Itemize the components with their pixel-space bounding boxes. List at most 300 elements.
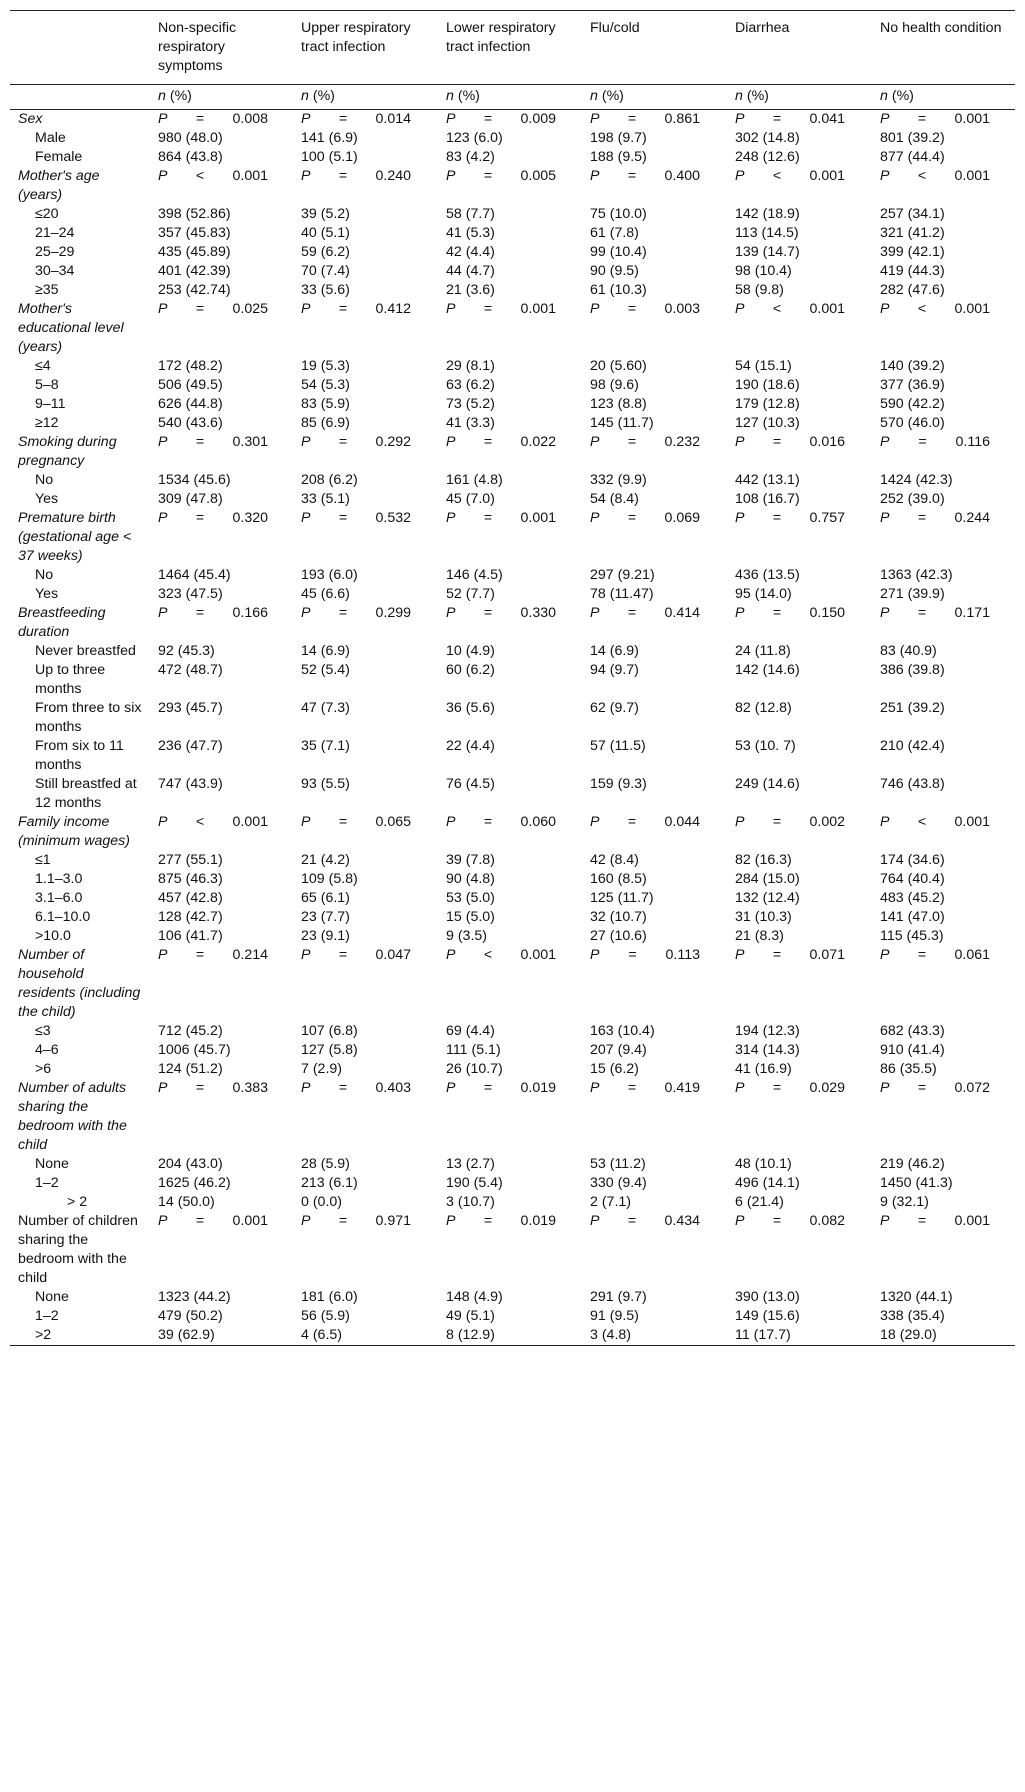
value-cell: 33 (5.6): [301, 282, 350, 298]
value-cell: 82 (16.3): [735, 852, 792, 868]
p-value-cell: P = 0.001: [880, 1213, 990, 1229]
p-value-cell: P = 0.383: [158, 1080, 268, 1096]
value-cell: 540 (43.6): [158, 415, 223, 431]
value-cell: 146 (4.5): [446, 567, 503, 583]
header-diarrhea: Diarrhea: [735, 20, 790, 36]
value-cell: 249 (14.6): [735, 776, 800, 792]
value-cell: 193 (6.0): [301, 567, 358, 583]
subheader-blank: [10, 85, 150, 110]
p-value-cell: P = 0.001: [880, 111, 990, 127]
variable-row: [10, 1212, 1015, 1288]
value-cell: 9 (32.1): [880, 1194, 929, 1210]
p-value-cell: P = 0.082: [735, 1213, 845, 1229]
value-cell: 160 (8.5): [590, 871, 647, 887]
value-cell: 190 (18.6): [735, 377, 800, 393]
p-value-cell: P = 0.071: [735, 947, 845, 963]
level-label: Male: [35, 130, 66, 146]
value-cell: 73 (5.2): [446, 396, 495, 412]
value-cell: 4 (6.5): [301, 1327, 343, 1343]
value-cell: 1464 (45.4): [158, 567, 231, 583]
value-cell: 248 (12.6): [735, 149, 800, 165]
value-cell: 338 (35.4): [880, 1308, 945, 1324]
value-cell: 20 (5.60): [590, 358, 647, 374]
variable-row: [10, 433, 1015, 471]
value-cell: 14 (6.9): [301, 643, 350, 659]
value-cell: 1424 (42.3): [880, 472, 953, 488]
value-cell: 107 (6.8): [301, 1023, 358, 1039]
variable-row: [10, 946, 1015, 1022]
p-value-cell: P = 0.069: [590, 510, 700, 526]
p-value-cell: P = 0.029: [735, 1080, 845, 1096]
value-cell: 49 (5.1): [446, 1308, 495, 1324]
level-label: Up to three months: [35, 662, 106, 697]
level-label: >6: [35, 1061, 52, 1077]
level-row: [10, 281, 1015, 300]
value-cell: 123 (8.8): [590, 396, 647, 412]
level-row: [10, 775, 1015, 813]
value-cell: 69 (4.4): [446, 1023, 495, 1039]
value-cell: 22 (4.4): [446, 738, 495, 754]
value-cell: 198 (9.7): [590, 130, 647, 146]
value-cell: 1006 (45.7): [158, 1042, 231, 1058]
p-value-cell: P = 0.757: [735, 510, 845, 526]
header-nonspecific-respiratory: Non-specific respiratory symptoms: [158, 20, 237, 74]
level-label: ≤3: [35, 1023, 51, 1039]
level-row: [10, 927, 1015, 946]
value-cell: 54 (15.1): [735, 358, 792, 374]
value-cell: 15 (5.0): [446, 909, 495, 925]
level-label: 21–24: [35, 225, 75, 241]
value-cell: 93 (5.5): [301, 776, 350, 792]
subheader-cell: n (%): [735, 88, 769, 104]
value-cell: 219 (46.2): [880, 1156, 945, 1172]
p-value-cell: P = 0.292: [301, 434, 411, 450]
header-upper-respiratory: Upper respiratory tract infection: [301, 20, 411, 55]
level-label: >10.0: [35, 928, 71, 944]
value-cell: 139 (14.7): [735, 244, 800, 260]
value-cell: 457 (42.8): [158, 890, 223, 906]
value-cell: 90 (9.5): [590, 263, 639, 279]
value-cell: 113 (14.5): [735, 225, 799, 241]
value-cell: 251 (39.2): [880, 700, 945, 716]
value-cell: 98 (9.6): [590, 377, 639, 393]
value-cell: 28 (5.9): [301, 1156, 350, 1172]
value-cell: 864 (43.8): [158, 149, 223, 165]
value-cell: 910 (41.4): [880, 1042, 945, 1058]
p-value-cell: P = 0.320: [158, 510, 268, 526]
subheader-cell: n (%): [880, 88, 914, 104]
value-cell: 44 (4.7): [446, 263, 495, 279]
value-cell: 42 (8.4): [590, 852, 639, 868]
value-cell: 33 (5.1): [301, 491, 350, 507]
p-value-cell: P < 0.001: [880, 814, 990, 830]
value-cell: 70 (7.4): [301, 263, 350, 279]
variable-label: Number of children sharing the bedroom with the child: [18, 1213, 138, 1286]
value-cell: 53 (5.0): [446, 890, 495, 906]
variable-row: [10, 110, 1015, 130]
value-cell: 332 (9.9): [590, 472, 647, 488]
level-row: [10, 414, 1015, 433]
level-row: [10, 1041, 1015, 1060]
value-cell: 83 (5.9): [301, 396, 350, 412]
value-cell: 159 (9.3): [590, 776, 647, 792]
value-cell: 590 (42.2): [880, 396, 945, 412]
variable-label: Number of adults sharing the bedroom with the child: [18, 1080, 127, 1153]
p-value-cell: P < 0.001: [446, 947, 556, 963]
level-label: Yes: [35, 491, 59, 507]
value-cell: 59 (6.2): [301, 244, 350, 260]
p-value-cell: P < 0.001: [880, 168, 990, 184]
value-cell: 980 (48.0): [158, 130, 223, 146]
level-row: [10, 889, 1015, 908]
value-cell: 419 (44.3): [880, 263, 945, 279]
level-row: [10, 471, 1015, 490]
value-cell: 472 (48.7): [158, 662, 223, 678]
level-row: [10, 490, 1015, 509]
value-cell: 86 (35.5): [880, 1061, 937, 1077]
value-cell: 9 (3.5): [446, 928, 488, 944]
value-cell: 213 (6.1): [301, 1175, 358, 1191]
subheader-cell: n (%): [301, 88, 335, 104]
value-cell: 58 (7.7): [446, 206, 495, 222]
value-cell: 125 (11.7): [590, 890, 654, 906]
value-cell: 52 (7.7): [446, 586, 495, 602]
value-cell: 141 (47.0): [880, 909, 945, 925]
value-cell: 10 (4.9): [446, 643, 495, 659]
level-label: Yes: [35, 586, 59, 602]
p-value-cell: P < 0.001: [158, 814, 268, 830]
level-row: [10, 870, 1015, 889]
value-cell: 99 (10.4): [590, 244, 647, 260]
p-value-cell: P = 0.014: [301, 111, 411, 127]
value-cell: 41 (16.9): [735, 1061, 792, 1077]
p-value-cell: P = 0.166: [158, 605, 268, 621]
header-no-health-condition: No health condition: [880, 20, 1002, 36]
level-label: 30–34: [35, 263, 75, 279]
value-cell: 712 (45.2): [158, 1023, 223, 1039]
level-row: [10, 1326, 1015, 1346]
value-cell: 39 (62.9): [158, 1327, 215, 1343]
level-label: 9–11: [35, 396, 66, 412]
level-label: None: [35, 1156, 69, 1172]
value-cell: 314 (14.3): [735, 1042, 800, 1058]
level-row: [10, 1174, 1015, 1193]
value-cell: 442 (13.1): [735, 472, 800, 488]
variable-label: Premature birth (gestational age < 37 weeks): [18, 510, 132, 564]
value-cell: 399 (42.1): [880, 244, 945, 260]
value-cell: 190 (5.4): [446, 1175, 503, 1191]
value-cell: 148 (4.9): [446, 1289, 503, 1305]
value-cell: 330 (9.4): [590, 1175, 647, 1191]
value-cell: 54 (5.3): [301, 377, 350, 393]
value-cell: 302 (14.8): [735, 130, 800, 146]
value-cell: 100 (5.1): [301, 149, 358, 165]
level-label: 6.1–10.0: [35, 909, 91, 925]
value-cell: 282 (47.6): [880, 282, 945, 298]
value-cell: 179 (12.8): [735, 396, 800, 412]
value-cell: 32 (10.7): [590, 909, 647, 925]
value-cell: 123 (6.0): [446, 130, 503, 146]
value-cell: 36 (5.6): [446, 700, 495, 716]
value-cell: 18 (29.0): [880, 1327, 937, 1343]
value-cell: 172 (48.2): [158, 358, 223, 374]
p-value-cell: P = 0.001: [446, 510, 556, 526]
value-cell: 1363 (42.3): [880, 567, 953, 583]
variable-label: Smoking during pregnancy: [18, 434, 117, 469]
value-cell: 3 (10.7): [446, 1194, 495, 1210]
value-cell: 58 (9.8): [735, 282, 784, 298]
value-cell: 483 (45.2): [880, 890, 945, 906]
value-cell: 14 (6.9): [590, 643, 639, 659]
level-label: No: [35, 567, 54, 583]
level-row: [10, 148, 1015, 167]
value-cell: 60 (6.2): [446, 662, 495, 678]
value-cell: 293 (45.7): [158, 700, 223, 716]
table-container: [10, 10, 1015, 1346]
value-cell: 21 (3.6): [446, 282, 495, 298]
value-cell: 82 (12.8): [735, 700, 792, 716]
variable-label: Mother's educational level (years): [18, 301, 124, 355]
header-lower-respiratory: Lower respiratory tract infection: [446, 20, 556, 55]
level-label: Female: [35, 149, 83, 165]
p-value-cell: P = 0.019: [446, 1213, 556, 1229]
level-label: ≥12: [35, 415, 59, 431]
variable-row: [10, 300, 1015, 357]
level-label: 25–29: [35, 244, 75, 260]
p-value-cell: P = 0.001: [446, 301, 556, 317]
value-cell: 436 (13.5): [735, 567, 800, 583]
value-cell: 75 (10.0): [590, 206, 647, 222]
value-cell: 14 (50.0): [158, 1194, 215, 1210]
variable-label: Sex: [18, 111, 43, 127]
value-cell: 39 (5.2): [301, 206, 350, 222]
level-row: [10, 1060, 1015, 1079]
p-value-cell: P = 0.434: [590, 1213, 700, 1229]
value-cell: 210 (42.4): [880, 738, 945, 754]
value-cell: 747 (43.9): [158, 776, 223, 792]
value-cell: 41 (3.3): [446, 415, 495, 431]
level-row: [10, 851, 1015, 870]
value-cell: 145 (11.7): [590, 415, 654, 431]
value-cell: 52 (5.4): [301, 662, 350, 678]
value-cell: 42 (4.4): [446, 244, 495, 260]
table-header: [10, 11, 1015, 110]
variable-row: [10, 1079, 1015, 1155]
level-label: Still breastfed at 12 months: [35, 776, 137, 811]
p-value-cell: P = 0.400: [590, 168, 700, 184]
p-value-cell: P = 0.009: [446, 111, 556, 127]
value-cell: 65 (6.1): [301, 890, 350, 906]
p-value-cell: P = 0.240: [301, 168, 411, 184]
variable-row: [10, 509, 1015, 566]
value-cell: 188 (9.5): [590, 149, 647, 165]
level-row: [10, 1193, 1015, 1212]
value-cell: 127 (5.8): [301, 1042, 358, 1058]
value-cell: 252 (39.0): [880, 491, 945, 507]
value-cell: 626 (44.8): [158, 396, 223, 412]
value-cell: 83 (40.9): [880, 643, 937, 659]
level-row: [10, 585, 1015, 604]
value-cell: 435 (45.89): [158, 244, 231, 260]
value-cell: 83 (4.2): [446, 149, 495, 165]
p-value-cell: P = 0.412: [301, 301, 411, 317]
value-cell: 764 (40.4): [880, 871, 945, 887]
value-cell: 1450 (41.3): [880, 1175, 953, 1191]
variable-label: Family income (minimum wages): [18, 814, 130, 849]
value-cell: 496 (14.1): [735, 1175, 800, 1191]
value-cell: 40 (5.1): [301, 225, 350, 241]
variable-label: Number of household residents (including the child): [18, 947, 141, 1020]
value-cell: 163 (10.4): [590, 1023, 655, 1039]
value-cell: 309 (47.8): [158, 491, 223, 507]
value-cell: 207 (9.4): [590, 1042, 647, 1058]
value-cell: 26 (10.7): [446, 1061, 503, 1077]
value-cell: 19 (5.3): [301, 358, 350, 374]
level-row: [10, 908, 1015, 927]
subheader-row: [10, 85, 1015, 110]
value-cell: 257 (34.1): [880, 206, 945, 222]
p-value-cell: P = 0.419: [590, 1080, 700, 1096]
value-cell: 15 (6.2): [590, 1061, 639, 1077]
p-value-cell: P = 0.044: [590, 814, 700, 830]
value-cell: 127 (10.3): [735, 415, 800, 431]
p-value-cell: P = 0.072: [880, 1080, 990, 1096]
level-label: 1–2: [35, 1308, 59, 1324]
header-flu-cold: Flu/cold: [590, 20, 640, 36]
level-row: [10, 661, 1015, 699]
p-value-cell: P = 0.008: [158, 111, 268, 127]
value-cell: 875 (46.3): [158, 871, 223, 887]
value-cell: 321 (41.2): [880, 225, 945, 241]
value-cell: 1320 (44.1): [880, 1289, 953, 1305]
value-cell: 142 (14.6): [735, 662, 800, 678]
value-cell: 24 (11.8): [735, 643, 791, 659]
value-cell: 21 (8.3): [735, 928, 784, 944]
level-label: 4–6: [35, 1042, 59, 1058]
value-cell: 323 (47.5): [158, 586, 223, 602]
value-cell: 39 (7.8): [446, 852, 495, 868]
p-value-cell: P < 0.001: [735, 168, 845, 184]
level-row: [10, 129, 1015, 148]
value-cell: 61 (7.8): [590, 225, 639, 241]
value-cell: 21 (4.2): [301, 852, 350, 868]
value-cell: 142 (18.9): [735, 206, 800, 222]
value-cell: 23 (7.7): [301, 909, 350, 925]
level-row: [10, 395, 1015, 414]
p-value-cell: P = 0.061: [880, 947, 990, 963]
level-label: 1–2: [35, 1175, 59, 1191]
level-row: [10, 224, 1015, 243]
p-value-cell: P = 0.001: [158, 1213, 268, 1229]
header-cell-blank: [10, 11, 150, 85]
p-value-cell: P = 0.025: [158, 301, 268, 317]
p-value-cell: P = 0.003: [590, 301, 700, 317]
value-cell: 0 (0.0): [301, 1194, 343, 1210]
p-value-cell: P = 0.403: [301, 1080, 411, 1096]
value-cell: 141 (6.9): [301, 130, 358, 146]
p-value-cell: P = 0.060: [446, 814, 556, 830]
level-row: [10, 566, 1015, 585]
p-value-cell: P = 0.016: [735, 434, 845, 450]
value-cell: 45 (6.6): [301, 586, 350, 602]
value-cell: 208 (6.2): [301, 472, 358, 488]
value-cell: 29 (8.1): [446, 358, 495, 374]
value-cell: 479 (50.2): [158, 1308, 223, 1324]
level-row: [10, 262, 1015, 281]
level-label: ≤4: [35, 358, 51, 374]
value-cell: 1625 (46.2): [158, 1175, 231, 1191]
value-cell: 2 (7.1): [590, 1194, 632, 1210]
value-cell: 92 (45.3): [158, 643, 215, 659]
value-cell: 236 (47.7): [158, 738, 223, 754]
variable-row: [10, 813, 1015, 851]
level-row: [10, 699, 1015, 737]
value-cell: 140 (39.2): [880, 358, 945, 374]
value-cell: 94 (9.7): [590, 662, 639, 678]
level-label: ≥35: [35, 282, 59, 298]
value-cell: 85 (6.9): [301, 415, 350, 431]
value-cell: 31 (10.3): [735, 909, 792, 925]
level-label: 1.1–3.0: [35, 871, 83, 887]
p-value-cell: P < 0.001: [158, 168, 268, 184]
p-value-cell: P = 0.214: [158, 947, 268, 963]
value-cell: 106 (41.7): [158, 928, 223, 944]
level-row: [10, 205, 1015, 224]
p-value-cell: P = 0.005: [446, 168, 556, 184]
p-value-cell: P = 0.171: [880, 605, 990, 621]
value-cell: 124 (51.2): [158, 1061, 223, 1077]
value-cell: 377 (36.9): [880, 377, 945, 393]
value-cell: 801 (39.2): [880, 130, 945, 146]
variable-row: [10, 604, 1015, 642]
value-cell: 7 (2.9): [301, 1061, 343, 1077]
value-cell: 23 (9.1): [301, 928, 350, 944]
level-label: None: [35, 1289, 69, 1305]
level-label: 3.1–6.0: [35, 890, 83, 906]
p-value-cell: P = 0.150: [735, 605, 845, 621]
level-row: [10, 642, 1015, 661]
value-cell: 1534 (45.6): [158, 472, 231, 488]
value-cell: 47 (7.3): [301, 700, 350, 716]
level-label: > 2: [67, 1194, 88, 1210]
value-cell: 115 (45.3): [880, 928, 944, 944]
level-row: [10, 1307, 1015, 1326]
p-value-cell: P = 0.330: [446, 605, 556, 621]
value-cell: 877 (44.4): [880, 149, 945, 165]
p-value-cell: P = 0.971: [301, 1213, 411, 1229]
p-value-cell: P = 0.041: [735, 111, 845, 127]
value-cell: 1323 (44.2): [158, 1289, 231, 1305]
value-cell: 98 (10.4): [735, 263, 792, 279]
value-cell: 57 (11.5): [590, 738, 646, 754]
value-cell: 682 (43.3): [880, 1023, 945, 1039]
value-cell: 56 (5.9): [301, 1308, 350, 1324]
value-cell: 78 (11.47): [590, 586, 654, 602]
value-cell: 27 (10.6): [590, 928, 647, 944]
value-cell: 181 (6.0): [301, 1289, 358, 1305]
value-cell: 401 (42.39): [158, 263, 231, 279]
value-cell: 284 (15.0): [735, 871, 800, 887]
value-cell: 204 (43.0): [158, 1156, 223, 1172]
variable-label: Breastfeeding duration: [18, 605, 106, 640]
p-value-cell: P = 0.861: [590, 111, 700, 127]
value-cell: 357 (45.83): [158, 225, 231, 241]
p-value-cell: P < 0.001: [735, 301, 845, 317]
p-value-cell: P = 0.047: [301, 947, 411, 963]
value-cell: 35 (7.1): [301, 738, 350, 754]
level-row: [10, 1288, 1015, 1307]
p-value-cell: P = 0.299: [301, 605, 411, 621]
